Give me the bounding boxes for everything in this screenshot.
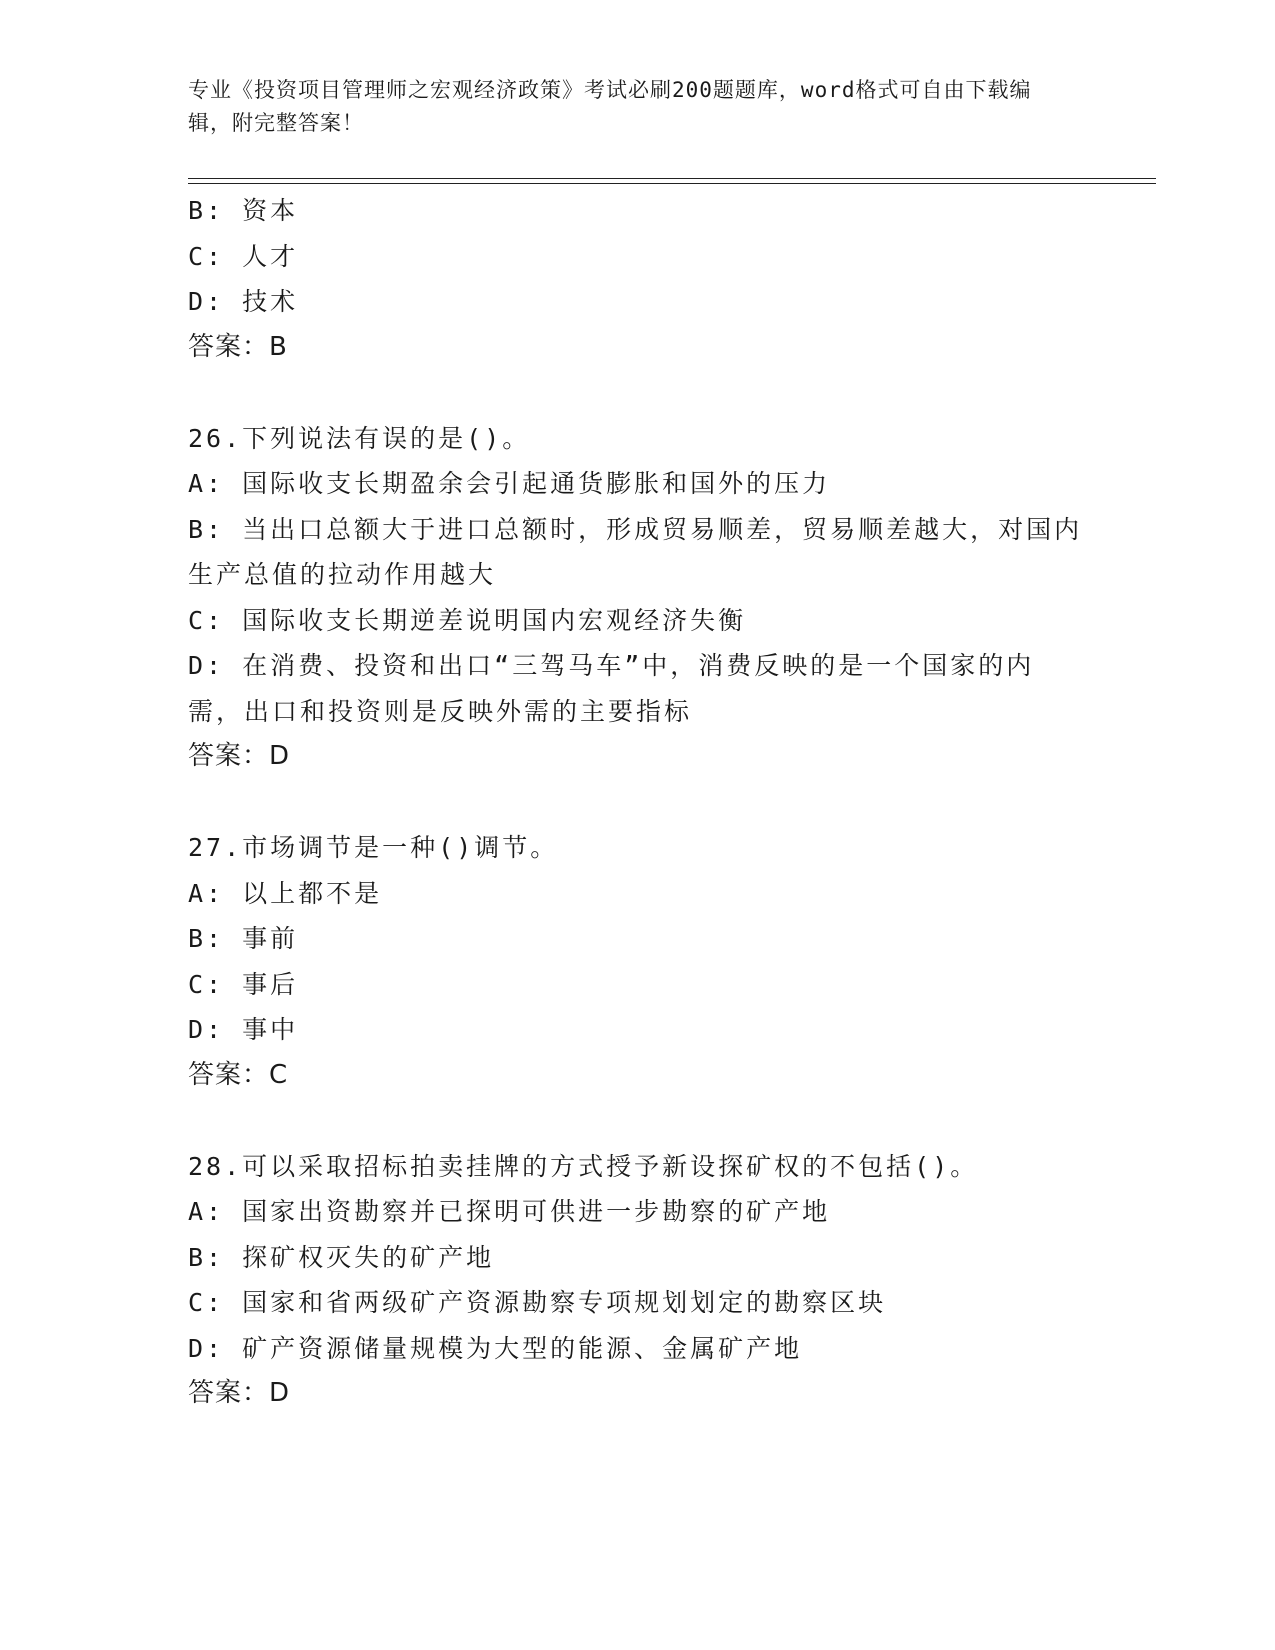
question-block: [188, 1144, 1088, 1417]
option-text: 矿产资源储量规模为大型的能源、金属矿产地: [242, 1333, 803, 1363]
header-rule-bottom: [188, 183, 1156, 184]
option-letter: D:: [188, 1015, 243, 1044]
option-letter: D:: [188, 287, 243, 316]
answer-line: 答案：B: [188, 331, 288, 362]
option-line: [188, 598, 1088, 644]
option-letter: C:: [188, 241, 243, 271]
answer-line: 答案：C: [188, 1059, 289, 1090]
option-letter: B:: [188, 514, 243, 544]
question-content: [188, 188, 1088, 1417]
option-letter: A:: [188, 1197, 243, 1226]
option-line: [188, 871, 1088, 917]
option-text: 技术: [242, 287, 299, 316]
option-letter: D:: [188, 1333, 243, 1363]
option-letter: B:: [188, 924, 243, 953]
option-text: 事中: [242, 1015, 299, 1044]
option-line: [188, 1280, 1088, 1326]
option-letter: A:: [188, 469, 243, 498]
spacer: [188, 780, 1088, 826]
option-text: 资本: [242, 196, 299, 225]
option-letter: D:: [188, 651, 243, 680]
option-line: [188, 188, 1088, 234]
option-letter: B:: [188, 1242, 243, 1272]
option-text: 国家出资勘察并已探明可供进一步勘察的矿产地: [242, 1197, 831, 1226]
option-letter: A:: [188, 878, 243, 908]
option-letter: B:: [188, 196, 243, 225]
option-letter: C:: [188, 969, 243, 999]
option-line: [188, 1189, 1088, 1235]
option-text: 国际收支长期盈余会引起通货膨胀和国外的压力: [242, 469, 831, 498]
question-block: [188, 825, 1088, 1098]
option-text: 当出口总额大于进口总额时，形成贸易顺差，贸易顺差越大，对国内生产总值的拉动作用越大: [188, 514, 1083, 589]
question-stem: 27.市场调节是一种()调节。: [188, 833, 559, 862]
question-stem: 28.可以采取招标拍卖挂牌的方式授予新设探矿权的不包括()。: [188, 1151, 979, 1181]
option-letter: C:: [188, 605, 243, 635]
option-line: [188, 916, 1088, 962]
option-text: 探矿权灭失的矿产地: [242, 1242, 495, 1272]
option-line: [188, 1007, 1088, 1053]
option-line: [188, 1235, 1088, 1281]
option-text: 国家和省两级矿产资源勘察专项规划划定的勘察区块: [242, 1288, 887, 1317]
spacer: [188, 370, 1088, 416]
option-line: [188, 461, 1088, 507]
question-block: [188, 416, 1088, 780]
answer-line: 答案：D: [188, 1378, 291, 1408]
option-line: [188, 962, 1088, 1008]
option-text: 事前: [242, 924, 299, 953]
question-stem: 26.下列说法有误的是()。: [188, 423, 531, 453]
option-text: 人才: [242, 241, 299, 271]
option-text: 以上都不是: [242, 878, 383, 908]
answer-line: 答案：D: [188, 741, 291, 771]
option-text: 事后: [242, 969, 299, 999]
option-line: [188, 279, 1088, 325]
option-text: 在消费、投资和出口“三驾马车”中，消费反映的是一个国家的内需，出口和投资则是反映外需的主要指标: [188, 651, 1035, 726]
option-line: [188, 643, 1088, 734]
option-line: [188, 1326, 1088, 1372]
spacer: [188, 1098, 1088, 1144]
option-letter: C:: [188, 1288, 243, 1317]
document-header: 专业《投资项目管理师之宏观经济政策》考试必刷200题题库，word格式可自由下载编辑，附完整答案！: [188, 78, 1032, 135]
option-line: [188, 234, 1088, 280]
option-text: 国际收支长期逆差说明国内宏观经济失衡: [242, 605, 747, 635]
header-rule-top: [188, 178, 1156, 179]
option-line: [188, 507, 1088, 598]
partial-question: [188, 188, 1088, 370]
